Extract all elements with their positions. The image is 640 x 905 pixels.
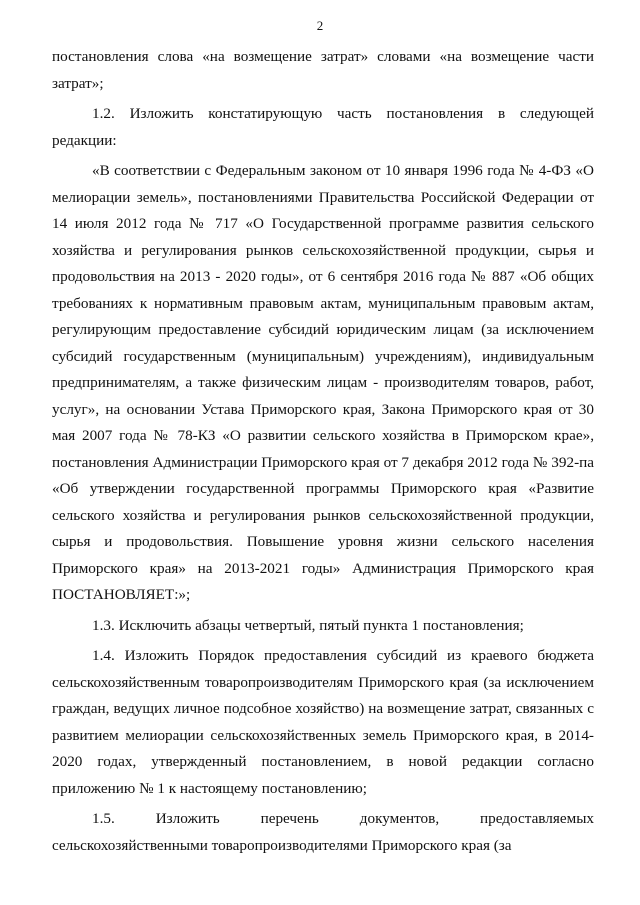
- document-body: [52, 44, 594, 859]
- paragraph-item-1-2: 1.2. Изложить констатирующую часть постановления в следующей редакции:: [52, 105, 594, 149]
- page-number: 2: [316, 18, 324, 33]
- paragraph-item-1-5: 1.5. Изложить перечень документов, предоставляемых сельскохозяйственными товаропроизводителями Приморского края (за: [52, 810, 594, 854]
- paragraph-item-1-3: 1.3. Исключить абзацы четвертый, пятый пункта 1 постановления;: [92, 616, 524, 634]
- paragraph-item-1-4: 1.4. Изложить Порядок предоставления субсидий из краевого бюджета сельскохозяйственным товаропроизводителям Приморского края (за исключением граждан, ведущих личное подсобное хозяйство) на возмещение затрат, связанных с развитием мелиорации сельскохозяйственных земель Приморского края, в 2014- 2020 годах, утвержденный постановлением, в новой редакции согласно приложению № 1 к настоящему постановлению;: [52, 647, 594, 797]
- paragraph-quoted-preamble: «В соответствии с Федеральным законом от 10 января 1996 года № 4-ФЗ «О мелиорации земель», постановлениями Правительства Российской Федерации от 14 июля 2012 года № 717 «О Государственной программе развития сельского хозяйства и регулирования рынков сельскохозяйственной продукции, сырья и продовольствия на 2013 - 2020 годы», от 6 сентября 2016 года № 887 «Об общих требованиях к нормативным правовым актам, муниципальным правовым актам, регулирующим предоставление субсидий юридическим лицам (за исключением субсидий государственным (муниципальным) учреждениям), индивидуальным предпринимателям, а также физическим лицам - производителям товаров, работ, услуг», на основании Устава Приморского края, Закона Приморского края от 30 мая 2007 года № 78-КЗ «О развитии сельского хозяйства в Приморском крае», постановления Администрации Приморского края от 7 декабря 2012 года № 392-па «Об утверждении государственной программы Приморского края «Развитие сельского хозяйства и регулирования рынков сельскохозяйственной продукции, сырья и продовольствия. Повышение уровня жизни сельского населения Приморского края» на 2013-2021 годы» Администрация Приморского края ПОСТАНОВЛЯЕТ:»;: [52, 162, 594, 603]
- paragraph-continuation: постановления слова «на возмещение затрат» словами «на возмещение части затрат»;: [52, 48, 594, 92]
